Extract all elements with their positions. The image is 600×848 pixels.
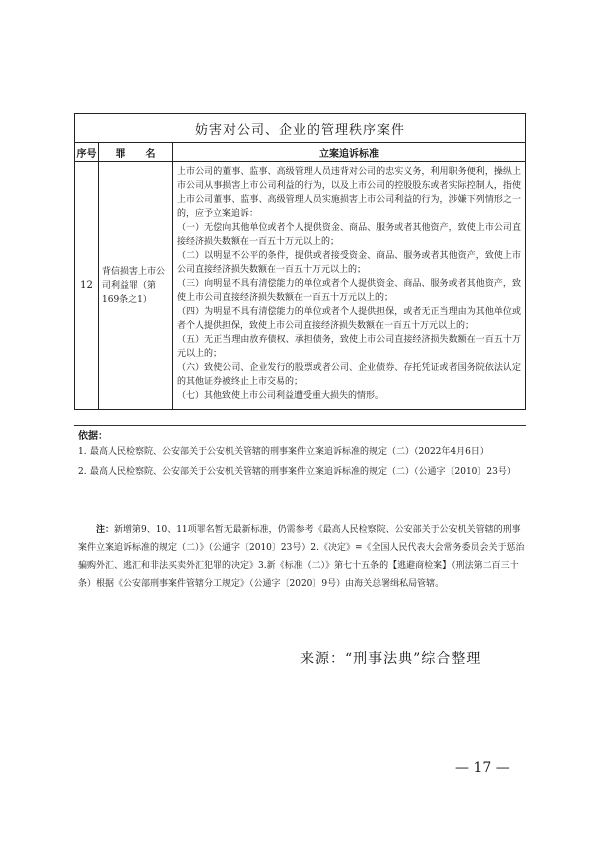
basis-number: 1. xyxy=(78,447,87,457)
row-number: 12 xyxy=(75,162,99,410)
standard-paragraph: （四）为明显不具有清偿能力的单位或者个人提供担保，或者无正当理由为其他单位或者个人提供担保，致使上市公司直接经济损失数额在一百五十万元以上的； xyxy=(177,307,521,331)
standard-paragraph: （二）以明显不公平的条件，提供或者接受资金、商品、服务或者其他资产，致使上市公司直接经济损失数额在一百五十万元以上的； xyxy=(177,251,521,275)
note-text: 新增第9、10、11项罪名暂无最新标准，仍需参考《最高人民检察院、公安部关于公安机关管辖的刑事案件立案追诉标准的规定（二）》（公通字〔2010〕23号）2.《决定》=《全国人民代表大会常务委员会关于惩治骗购外汇、逃汇和非法买卖外汇犯罪的决定》3.新《标准（二）》第七十五条的【逃避商检案】（刑法第二百三十条）根据《公安部刑事案件管辖分工规定》（公通字〔2020〕9号）由海关总署缉私局管辖。 xyxy=(78,525,525,589)
list-item xyxy=(78,464,528,480)
case-standard-table xyxy=(74,113,526,410)
basis-title: 依据： xyxy=(78,431,108,442)
basis-number: 2. xyxy=(78,467,87,477)
crime-name: 背信损害上市公司利益罪（第169条之1） xyxy=(99,162,173,410)
basis-text: 最高人民检察院、公安部关于公安机关管辖的刑事案件立案追诉标准的规定（二）（公通字〔2010〕23号） xyxy=(90,467,516,477)
basis-list xyxy=(78,444,528,484)
basis-text: 最高人民检察院、公安部关于公安机关管辖的刑事案件立案追诉标准的规定（二）（2022年4月6日） xyxy=(90,447,489,457)
section-divider xyxy=(74,425,526,426)
standard-paragraph: （六）致使公司、企业发行的股票或者公司、企业债券、存托凭证或者国务院依法认定的其他证券被终止上市交易的； xyxy=(177,363,521,387)
standard-paragraph: （七）其他致使上市公司利益遭受重大损失的情形。 xyxy=(177,391,385,401)
note xyxy=(78,521,526,593)
header-crime: 罪 名 xyxy=(99,143,173,162)
table-title: 妨害对公司、企业的管理秩序案件 xyxy=(75,114,526,143)
standard-text xyxy=(173,162,526,410)
standard-paragraph: 上市公司的董事、监事、高级管理人员违背对公司的忠实义务，利用职务便利，操纵上市公司从事损害上市公司利益的行为，以及上市公司的控股股东或者实际控制人，指使上市公司董事、监事、高级管理人员实施损害上市公司利益的行为，涉嫌下列情形之一的，应予立案追诉： xyxy=(177,167,521,219)
page-number: — 17 — xyxy=(455,760,510,776)
standard-paragraph: （一）无偿向其他单位或者个人提供资金、商品、服务或者其他资产，致使上市公司直接经济损失数额在一百五十万元以上的； xyxy=(177,223,521,247)
table-row xyxy=(75,162,526,410)
header-no: 序号 xyxy=(75,143,99,162)
note-label: 注： xyxy=(96,525,115,535)
list-item xyxy=(78,444,528,460)
header-standard: 立案追诉标准 xyxy=(173,143,526,162)
source-attribution: 来源：“刑事法典”综合整理 xyxy=(300,651,482,667)
standard-paragraph: （三）向明显不具有清偿能力的单位或者个人提供资金、商品、服务或者其他资产，致使上市公司直接经济损失数额在一百五十万元以上的； xyxy=(177,279,521,303)
standard-paragraph: （五）无正当理由放弃债权、承担债务，致使上市公司直接经济损失数额在一百五十万元以上的； xyxy=(177,335,521,359)
